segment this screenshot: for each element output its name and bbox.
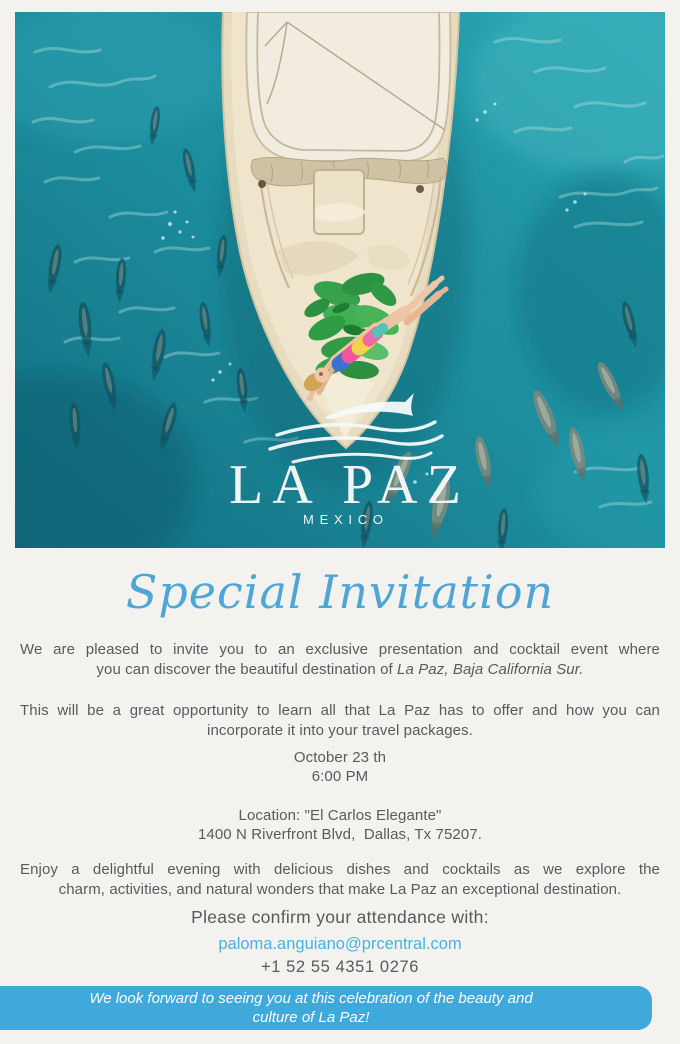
closing-banner-text: We look forward to seeing you at this celebration of the beauty and culture of La Paz! bbox=[89, 990, 533, 1026]
event-date: October 23 th bbox=[293, 749, 387, 766]
logo-country: MEXICO bbox=[303, 512, 387, 527]
boat-canopy bbox=[246, 12, 450, 161]
script-title: Special Invitation bbox=[125, 565, 555, 619]
event-datetime bbox=[20, 748, 660, 786]
destination-name: La Paz, Baja California Sur. bbox=[397, 661, 584, 678]
event-time: 6:00 PM bbox=[311, 768, 369, 785]
intro-line-2: you can discover the beautiful destination of La Paz, Baja California Sur. bbox=[96, 661, 584, 678]
deck-hatch bbox=[314, 170, 364, 234]
logo-wordmark: LA PAZ bbox=[229, 454, 461, 516]
intro-line-1: We are pleased to invite you to an exclusive presentation and cocktail event where bbox=[20, 641, 660, 658]
rsvp-email-link[interactable]: paloma.anguiano@prcentral.com bbox=[218, 935, 462, 953]
location-venue: Location: "El Carlos Elegante" bbox=[238, 807, 442, 824]
intro-paragraph bbox=[20, 640, 660, 680]
rsvp-phone: +1 52 55 4351 0276 bbox=[260, 958, 420, 976]
closing-banner bbox=[0, 986, 652, 1030]
hero-photo bbox=[15, 12, 665, 548]
evening-paragraph: Enjoy a delightful evening with delicious dishes and cocktails as we explore the charm, activities, and natural wonders that make La Paz an exceptional destination. bbox=[20, 861, 660, 898]
event-location bbox=[20, 806, 660, 844]
rsvp-label: Please confirm your attendance with: bbox=[191, 907, 489, 927]
opportunity-paragraph: This will be a great opportunity to learn all that La Paz has to offer and how you can incorporate it into your travel packages. bbox=[20, 702, 660, 739]
location-address: 1400 N Riverfront Blvd, Dallas, Tx 75207. bbox=[197, 826, 483, 843]
